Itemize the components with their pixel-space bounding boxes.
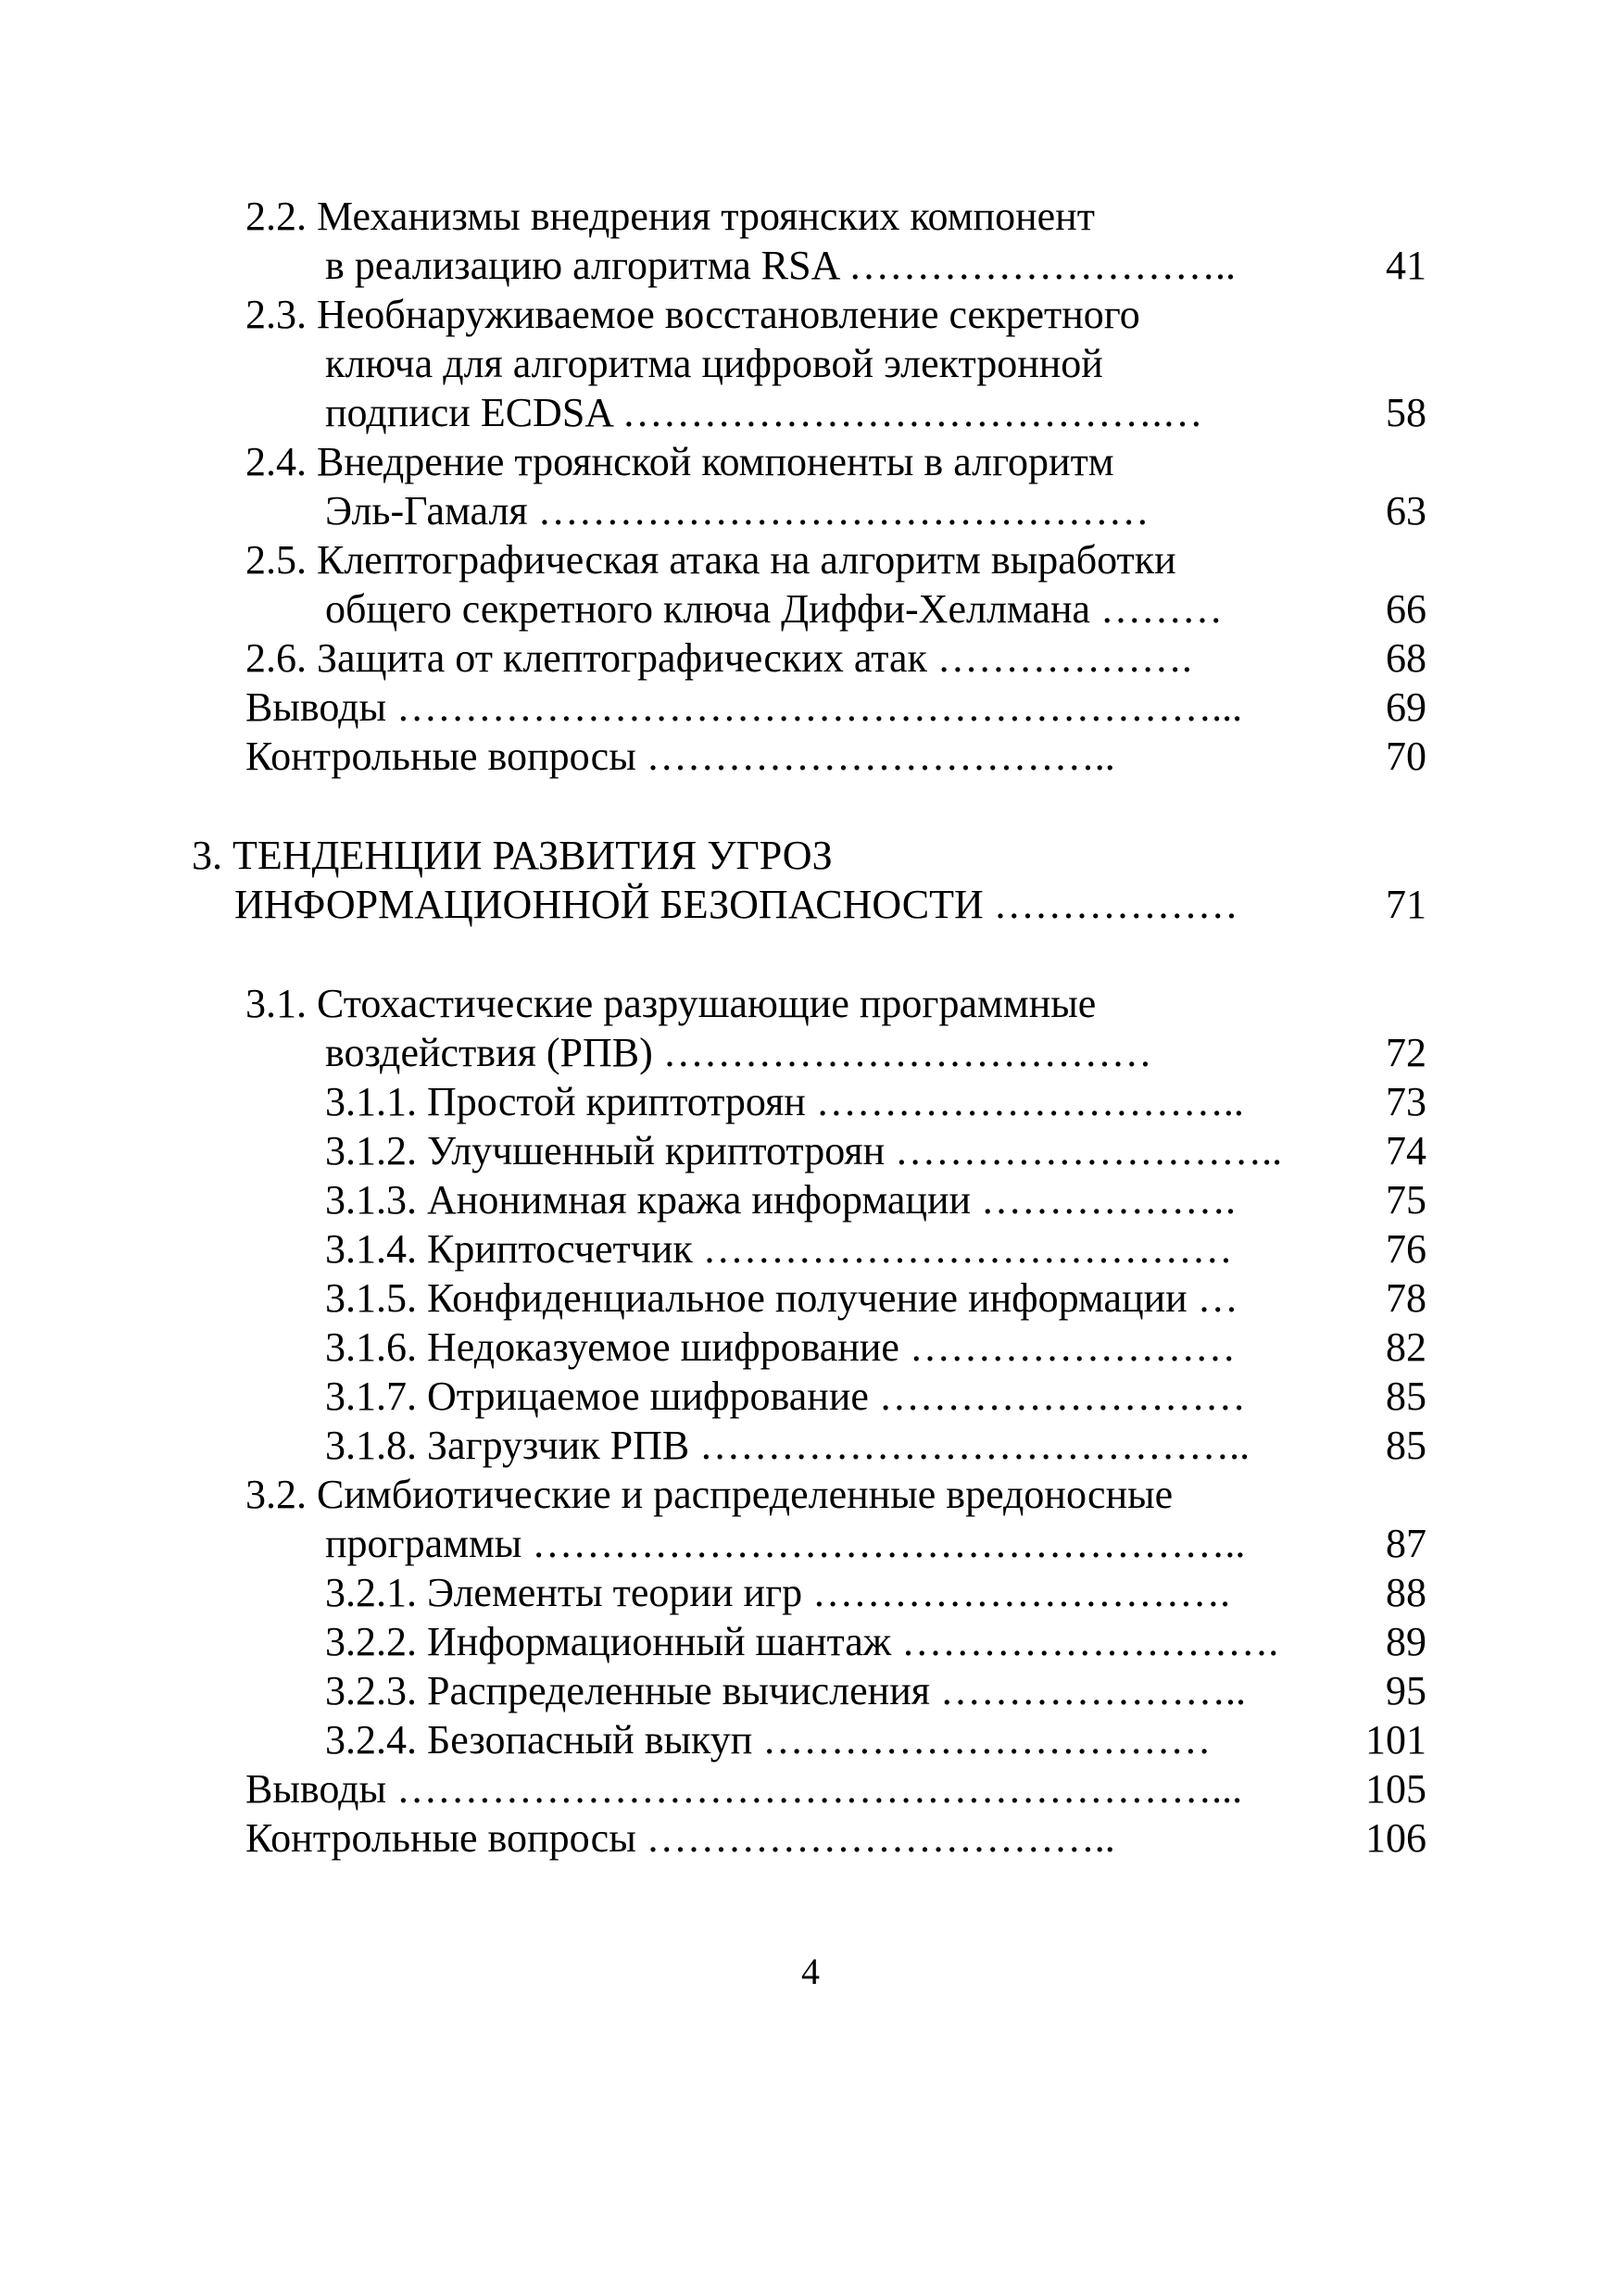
- toc-entry-conclusions-ch3: Выводы ……………………………………………………...: [245, 1766, 1243, 1812]
- toc-entry-3-1-2: 3.1.2. Улучшенный криптотроян ………………………..: [325, 1128, 1283, 1173]
- toc-entry-2-2-line2: в реализацию алгоритма RSA ………………………..: [325, 243, 1236, 288]
- toc-chapter-3-line2: ИНФОРМАЦИОННОЙ БЕЗОПАСНОСТИ ………………: [234, 882, 1238, 927]
- toc-page-2-3: 58: [1386, 390, 1426, 435]
- toc-page-3-1-1: 73: [1386, 1079, 1426, 1124]
- toc-page-3-1-8: 85: [1386, 1423, 1426, 1468]
- toc-entry-3-2-2: 3.2.2. Информационный шантаж ……………………….: [325, 1619, 1279, 1664]
- toc-page-conclusions-ch2: 69: [1386, 684, 1426, 730]
- toc-entry-3-1-5: 3.1.5. Конфиденциальное получение информации …: [325, 1275, 1238, 1321]
- toc-page-conclusions-ch3: 105: [1365, 1766, 1426, 1812]
- toc-entry-2-4-line2: Эль-Гамаля ………………………………………: [325, 488, 1150, 533]
- toc-page-2-2: 41: [1386, 243, 1426, 288]
- toc-page-3-2-3: 95: [1386, 1668, 1426, 1713]
- toc-entry-2-3-line3: подписи ECDSA ………………………………….…: [325, 390, 1203, 435]
- toc-entry-3-1-6: 3.1.6. Недоказуемое шифрование ……………………: [325, 1324, 1236, 1370]
- toc-chapter-3-line1: 3. ТЕНДЕНЦИИ РАЗВИТИЯ УГРОЗ: [192, 833, 833, 878]
- toc-page-chapter-3: 71: [1386, 882, 1426, 927]
- toc-entry-questions-ch2: Контрольные вопросы ……………………………..: [245, 734, 1115, 779]
- toc-entry-2-3-line2: ключа для алгоритма цифровой электронной: [325, 341, 1103, 386]
- toc-entry-3-1-8: 3.1.8. Загрузчик РПВ …………………………………..: [325, 1423, 1250, 1468]
- toc-page-3-1: 72: [1386, 1030, 1426, 1075]
- toc-entry-3-2-1: 3.2.1. Элементы теории игр ………………………….: [325, 1570, 1231, 1615]
- toc-page-3-1-2: 74: [1386, 1128, 1426, 1173]
- toc-entry-2-4-line1: 2.4. Внедрение троянской компоненты в алгоритм: [245, 439, 1114, 484]
- toc-entry-2-5-line2: общего секретного ключа Диффи-Хеллмана ………: [325, 586, 1224, 632]
- toc-entry-2-5-line1: 2.5. Клептографическая атака на алгоритм выработки: [245, 537, 1176, 583]
- toc-page-2-5: 66: [1386, 586, 1426, 632]
- toc-entry-questions-ch3: Контрольные вопросы ……………………………..: [245, 1815, 1115, 1861]
- page-number: 4: [801, 1951, 820, 1992]
- toc-entry-3-1-4: 3.1.4. Криптосчетчик …………………………………: [325, 1226, 1233, 1272]
- toc-entry-2-2-line1: 2.2. Механизмы внедрения троянских компонент: [245, 194, 1095, 239]
- toc-entry-3-1-line1: 3.1. Стохастические разрушающие программные: [245, 981, 1097, 1026]
- toc-page-3-1-5: 78: [1386, 1275, 1426, 1321]
- toc-entry-conclusions-ch2: Выводы ……………………………………………………...: [245, 684, 1243, 730]
- toc-entry-3-2-4: 3.2.4. Безопасный выкуп ……………………………: [325, 1717, 1212, 1763]
- toc-entry-3-1-line2: воздействия (РПВ) ………………………………: [325, 1030, 1152, 1075]
- toc-page-2-6: 68: [1386, 635, 1426, 681]
- toc-entry-2-6: 2.6. Защита от клептографических атак ……………….: [245, 635, 1192, 681]
- toc-entry-3-2-line1: 3.2. Симбиотические и распределенные вредоносные: [245, 1472, 1174, 1517]
- toc-page-3-1-3: 75: [1386, 1177, 1426, 1223]
- toc-page-3-1-4: 76: [1386, 1226, 1426, 1272]
- toc-entry-2-3-line1: 2.3. Необнаруживаемое восстановление секретного: [245, 292, 1140, 337]
- toc-entry-3-1-3: 3.1.3. Анонимная кража информации ……………….: [325, 1177, 1237, 1223]
- toc-page-3-1-6: 82: [1386, 1324, 1426, 1370]
- toc-page-3-2-2: 89: [1386, 1619, 1426, 1664]
- toc-entry-3-2-3: 3.2.3. Распределенные вычисления …………………..: [325, 1668, 1246, 1713]
- toc-entry-3-1-7: 3.1.7. Отрицаемое шифрование ………………………: [325, 1374, 1246, 1419]
- toc-page-3-2-4: 101: [1365, 1717, 1426, 1763]
- toc-page-3-2: 87: [1386, 1521, 1426, 1566]
- toc-page-2-4: 63: [1386, 488, 1426, 533]
- toc-page-questions-ch3: 106: [1365, 1815, 1426, 1861]
- toc-entry-3-2-line2: программы ……………………………………………..: [325, 1521, 1246, 1566]
- toc-page-questions-ch2: 70: [1386, 734, 1426, 779]
- toc-page-3-2-1: 88: [1386, 1570, 1426, 1615]
- toc-entry-3-1-1: 3.1.1. Простой криптотроян …………………………..: [325, 1079, 1244, 1124]
- toc-page-3-1-7: 85: [1386, 1374, 1426, 1419]
